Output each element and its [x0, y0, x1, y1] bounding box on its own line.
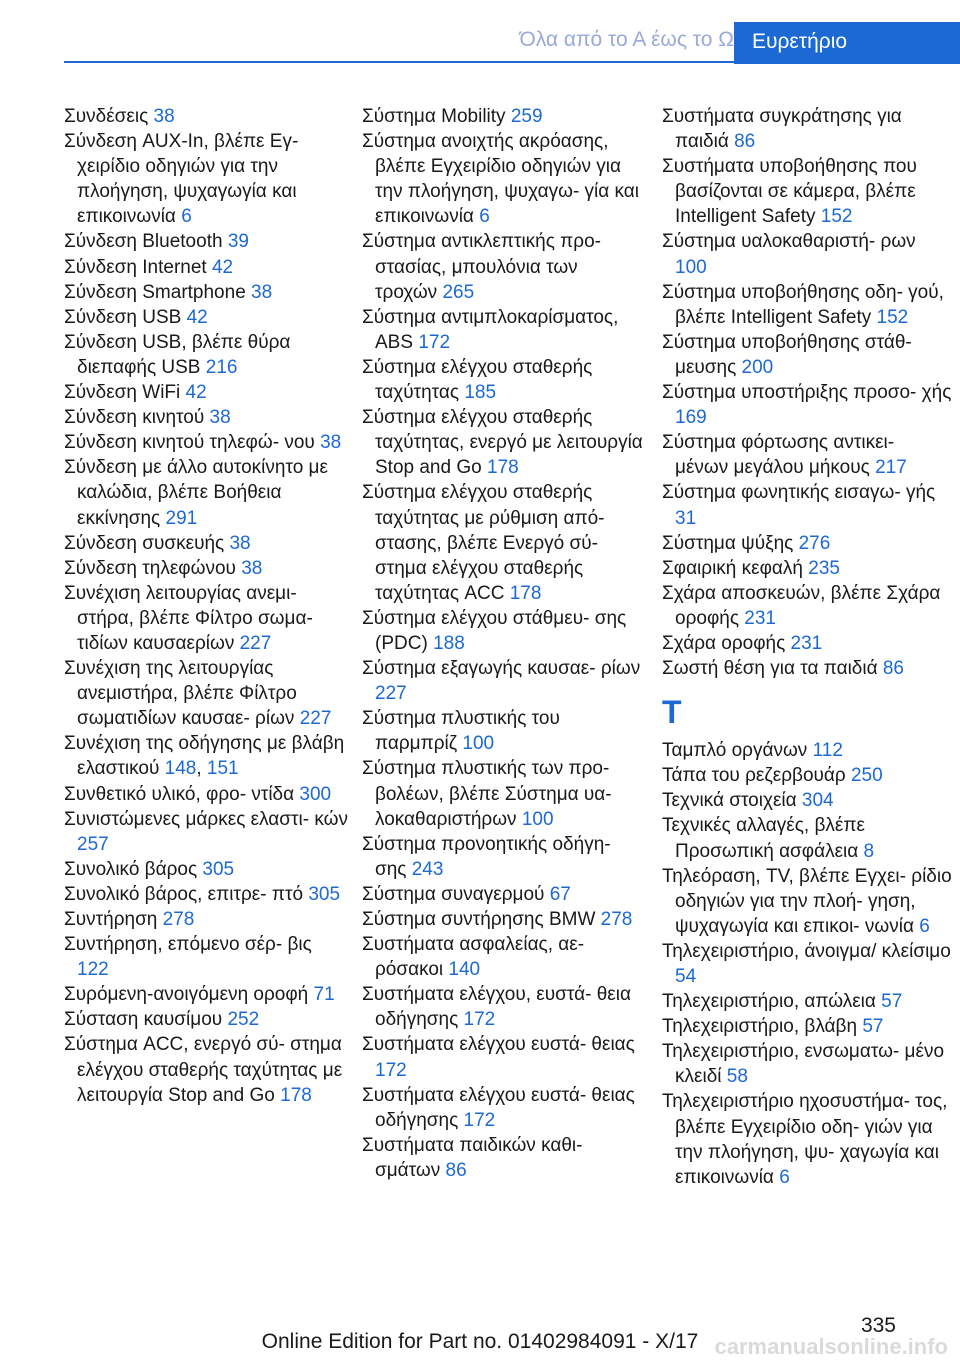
- entry-term: Σχάρα αποσκευών, βλέπε Σχάρα οροφής: [662, 582, 941, 629]
- entry-term: Σύστημα πλυστικής των προ‐ βολέων, βλέπε Σύστημα υα‐ λοκαθαριστήρων: [362, 758, 612, 830]
- entry-page-link[interactable]: 231: [790, 632, 823, 654]
- entry-page-link[interactable]: 38: [209, 407, 231, 429]
- index-entry: [64, 531, 348, 556]
- entry-page-link[interactable]: 259: [510, 106, 543, 127]
- index-entry: [662, 104, 952, 154]
- entry-term: Σύστημα φόρτωσης αντικει‐ μένων μεγάλου μήκους: [662, 432, 895, 479]
- index-entry: [64, 907, 348, 932]
- entry-page-link[interactable]: 257: [77, 833, 109, 855]
- entry-page-link[interactable]: 243: [411, 858, 444, 880]
- index-entry: [662, 154, 952, 229]
- index-entry: [362, 1032, 644, 1082]
- entry-page-link[interactable]: 152: [820, 206, 853, 228]
- entry-term: Σύστημα ACC, ενεργό σύ‐ στημα ελέγχου σταθερής ταχύτητας με λειτουργία Stop and Go: [64, 1034, 343, 1106]
- entry-page-link[interactable]: 305: [202, 858, 235, 880]
- index-column-2: [362, 104, 644, 1183]
- index-entry: [64, 882, 348, 907]
- entry-page-link[interactable]: 38: [241, 557, 263, 579]
- entry-term: Σύστημα ελέγχου στάθμευ‐ σης (PDC): [362, 607, 627, 654]
- entry-page-link[interactable]: 235: [808, 557, 840, 579]
- index-entry: [362, 832, 644, 882]
- entry-term: Συρόμενη-ανοιγόμενη οροφή: [64, 984, 314, 1006]
- entry-page-link[interactable]: 227: [239, 632, 272, 654]
- entry-page-link[interactable]: 39: [227, 231, 249, 253]
- header-rule: [64, 61, 960, 63]
- entry-page-link[interactable]: 122: [77, 959, 109, 981]
- entry-page-link[interactable]: 300: [299, 783, 332, 805]
- section-title: Όλα από το Α έως το Ω: [519, 28, 734, 51]
- entry-term: Σύστημα ελέγχου σταθερής ταχύτητας: [362, 356, 593, 404]
- entry-page-link[interactable]: 42: [211, 256, 234, 278]
- entry-term: Τηλεχειριστήριο, βλάβη: [662, 1016, 863, 1038]
- entry-page-link[interactable]: 6: [919, 915, 930, 937]
- entry-term: Συνδέσεις: [64, 106, 154, 127]
- entry-page-link[interactable]: 38: [229, 532, 251, 554]
- index-entry: [662, 229, 952, 279]
- entry-page-link[interactable]: 112: [812, 740, 843, 762]
- entry-term: Συστήματα ελέγχου ευστά‐ θειας οδήγησης: [362, 1084, 635, 1131]
- entry-term: Σύστημα ελέγχου σταθερής ταχύτητας με ρύθμιση από‐ στασης, βλέπε Ενεργό σύ‐ στημα ελέγχου σταθερής ταχύτητας ACC: [362, 482, 605, 604]
- index-entry: [64, 229, 348, 254]
- entry-page-link[interactable]: 188: [433, 632, 465, 654]
- entry-term: Συνολικό βάρος, επιτρε‐ πτό: [64, 883, 309, 905]
- edition-footer: Online Edition for Part no. 01402984091 - X/17: [261, 1330, 699, 1353]
- index-entry: [362, 907, 644, 932]
- index-entry: [662, 581, 952, 631]
- entry-term: Τηλεχειριστήριο ηχοσυστήμα‐ τος, βλέπε Εγχειρίδιο οδη‐ γιών για την πλοήγηση, ψυ‐ χαγωγία και επικοινωνία: [662, 1091, 948, 1188]
- entry-page-link[interactable]: 6: [779, 1166, 790, 1188]
- entry-term: Σύνδεση Bluetooth: [64, 231, 228, 253]
- entry-page-link[interactable]: 278: [162, 909, 195, 930]
- entry-page-link[interactable]: 151: [206, 758, 239, 780]
- index-entry: [662, 939, 952, 989]
- entry-term: Τηλεχειριστήριο, ενσωματω‐ μένο κλειδί: [662, 1041, 945, 1088]
- entry-term: Σύστημα εξαγωγής καυσαε‐ ρίων: [362, 658, 641, 680]
- index-entry: [662, 330, 952, 380]
- entry-page-link[interactable]: 67: [549, 883, 571, 905]
- index-entry: [64, 455, 348, 530]
- entry-page-link[interactable]: 38: [251, 281, 273, 303]
- entry-term: Σύστημα υποστήριξης προσο‐ χής: [662, 382, 952, 404]
- index-entry: [64, 330, 348, 380]
- entry-term: Τεχνικά στοιχεία: [662, 790, 802, 812]
- index-entry: [64, 807, 348, 857]
- entry-term: Σχάρα οροφής: [662, 632, 791, 654]
- entry-term: Σύστημα αντιμπλοκαρίσματος, ABS: [362, 306, 619, 353]
- index-entry: [662, 631, 952, 656]
- entry-term: Σύνδεση Smartphone: [64, 281, 252, 303]
- entry-page-link[interactable]: 276: [798, 532, 831, 554]
- entry-page-link[interactable]: 100: [521, 808, 554, 830]
- entry-separator: ,: [196, 758, 207, 780]
- index-entry: [64, 932, 348, 982]
- index-entry: [662, 380, 952, 430]
- watermark: carmanualsonline.info: [714, 1334, 948, 1359]
- index-entry: [362, 129, 644, 229]
- entry-term: Συνθετικό υλικό, φρο‐ ντίδα: [64, 783, 300, 805]
- index-entry: [64, 104, 348, 129]
- index-entry: [362, 756, 644, 831]
- entry-page-link[interactable]: 231: [744, 607, 776, 629]
- entry-page-link[interactable]: 265: [442, 281, 475, 303]
- entry-term: Συστήματα ασφαλείας, αε‐ ρόσακοι: [362, 934, 585, 981]
- entry-page-link[interactable]: 38: [320, 432, 342, 454]
- entry-term: Τεχνικές αλλαγές, βλέπε Προσωπική ασφάλεια: [662, 815, 865, 862]
- entry-term: Συστήματα συγκράτησης για παιδιά: [662, 106, 902, 153]
- entry-term: Σύνδεση AUX-In, βλέπε Εγ‐ χειρίδιο οδηγιών για την πλοήγηση, ψυχαγωγία και επικοινωνία: [64, 131, 299, 228]
- entry-page-link[interactable]: 185: [464, 382, 497, 404]
- index-entry: [64, 430, 348, 455]
- entry-term: Σύνδεση Internet: [64, 256, 212, 278]
- entry-term: Συστήματα ελέγχου ευστά‐ θειας: [362, 1034, 635, 1056]
- index-entry: [64, 405, 348, 430]
- entry-term: Συνολικό βάρος: [64, 858, 203, 880]
- entry-term: Συντήρηση, επόμενο σέρ‐ βις: [64, 934, 312, 956]
- entry-page-link[interactable]: 100: [462, 733, 495, 755]
- entry-term: Σύνδεση τηλεφώνου: [64, 557, 242, 579]
- entry-page-link[interactable]: 31: [675, 507, 697, 529]
- entry-page-link[interactable]: 42: [185, 382, 207, 404]
- entry-page-link[interactable]: 152: [876, 306, 909, 328]
- entry-term: Σύστημα προνοητικής οδήγη‐ σης: [362, 833, 611, 880]
- entry-page-link[interactable]: 6: [181, 206, 192, 228]
- index-entry: [662, 531, 952, 556]
- entry-term: Συνέχιση της λειτουργίας ανεμιστήρα, βλέπε Φίλτρο σωματιδίων καυσαε‐ ρίων: [64, 658, 300, 730]
- entry-page-link[interactable]: 86: [882, 658, 904, 680]
- entry-term: Σύστημα ανοιχτής ακρόασης, βλέπε Εγχειρίδιο οδηγιών για την πλοήγηση, ψυχαγω‐ γία και επικοινωνία: [362, 131, 640, 228]
- index-entry: [362, 932, 644, 982]
- index-entry: [64, 581, 348, 656]
- entry-page-link[interactable]: 305: [308, 883, 341, 905]
- index-entry: [64, 255, 348, 280]
- entry-page-link[interactable]: 217: [875, 457, 907, 479]
- entry-page-link[interactable]: 227: [375, 683, 407, 705]
- index-letter-heading: T: [662, 694, 682, 731]
- entry-term: Συστήματα ελέγχου, ευστά‐ θεια οδήγησης: [362, 984, 631, 1031]
- entry-page-link[interactable]: 86: [734, 131, 756, 153]
- index-entry: [362, 1133, 644, 1183]
- index-entry: [662, 556, 952, 581]
- entry-term: Συστήματα υποβοήθησης που βασίζονται σε κάμερα, βλέπε Intelligent Safety: [662, 156, 917, 228]
- chapter-tab: Ευρετήριο: [734, 22, 960, 64]
- index-entry: [662, 763, 952, 788]
- index-entry: [64, 782, 348, 807]
- index-entry: [64, 556, 348, 581]
- index-entry: [362, 229, 644, 304]
- index-entry: [362, 104, 644, 129]
- entry-page-link[interactable]: 38: [153, 106, 175, 127]
- entry-page-link[interactable]: 172: [463, 1009, 496, 1031]
- entry-page-link[interactable]: 140: [448, 959, 481, 981]
- entry-page-link[interactable]: 291: [165, 507, 198, 529]
- entry-term: Σύστημα Mobility: [362, 106, 511, 127]
- index-entry: [64, 656, 348, 731]
- entry-term: Σύνδεση κινητού: [64, 407, 210, 429]
- entry-term: Σύστημα ελέγχου σταθερής ταχύτητας, ενεργό με λειτουργία Stop and Go: [362, 407, 643, 479]
- entry-term: Σύνδεση συσκευής: [64, 532, 230, 554]
- entry-term: Σύνδεση κινητού τηλεφώ‐ νου: [64, 432, 321, 454]
- entry-term: Σύσταση καυσίμου: [64, 1009, 228, 1031]
- entry-page-link[interactable]: 6: [479, 206, 490, 228]
- index-entry: [662, 1089, 952, 1189]
- entry-term: Συστήματα παιδικών καθι‐ σμάτων: [362, 1134, 583, 1181]
- entry-page-link[interactable]: 200: [741, 356, 774, 378]
- entry-page-link[interactable]: 178: [486, 457, 519, 479]
- entry-term: Συνιστώμενες μάρκες ελαστι‐ κών: [64, 808, 348, 830]
- entry-page-link[interactable]: 304: [801, 790, 834, 812]
- index-entry: [362, 606, 644, 656]
- index-entry: [662, 656, 952, 681]
- index-entry: [662, 280, 952, 330]
- index-entry: [662, 430, 952, 480]
- index-column-3: [662, 104, 952, 1190]
- entry-term: Σύστημα αντικλεπτικής προ‐ στασίας, μπουλόνια των τροχών: [362, 231, 601, 303]
- entry-page-link[interactable]: 86: [445, 1159, 467, 1181]
- entry-page-link[interactable]: 148: [164, 758, 197, 780]
- index-entry: [64, 857, 348, 882]
- entry-term: Συντήρηση: [64, 909, 163, 930]
- entry-term: Σύστημα πλυστικής του παρμπρίζ: [362, 708, 560, 755]
- entry-page-link[interactable]: 58: [726, 1066, 748, 1088]
- entry-term: Ταμπλό οργάνων: [662, 740, 813, 762]
- entry-page-link[interactable]: 169: [675, 407, 707, 429]
- entry-page-link[interactable]: 172: [375, 1059, 407, 1081]
- index-entry: [362, 706, 644, 756]
- index-entry: [64, 731, 348, 781]
- index-entry: [64, 1032, 348, 1107]
- entry-term: Σύστημα υαλοκαθαριστή‐ ρων: [662, 231, 916, 253]
- index-entry: [662, 989, 952, 1014]
- index-entry: [662, 864, 952, 939]
- entry-term: Σύστημα φωνητικής εισαγω‐ γής: [662, 482, 936, 504]
- entry-page-link[interactable]: 8: [863, 840, 875, 862]
- entry-term: Συνέχιση λειτουργίας ανεμι‐ στήρα, βλέπε Φίλτρο σωμα‐ τιδίων καυσαερίων: [64, 582, 313, 654]
- entry-page-link[interactable]: 178: [280, 1084, 312, 1106]
- entry-page-link[interactable]: 57: [881, 991, 903, 1013]
- index-entry: [362, 882, 644, 907]
- index-entry: [662, 813, 952, 863]
- entry-page-link[interactable]: 42: [186, 306, 208, 328]
- entry-page-link[interactable]: 54: [675, 966, 697, 987]
- index-entry: [662, 1014, 952, 1039]
- entry-term: Τηλεχειριστήριο, απώλεια: [662, 991, 882, 1013]
- entry-term: Τηλεχειριστήριο, άνοιγμα/ κλείσιμο: [662, 940, 951, 962]
- index-entry: [362, 656, 644, 706]
- index-entry: [64, 1007, 348, 1032]
- entry-term: Τηλεόραση, TV, βλέπε Εγχει‐ ρίδιο οδηγιών για την πλοή‐ γηση, ψυχαγωγία και επικοι‐ νωνία: [662, 865, 952, 937]
- entry-term: Σύνδεση με άλλο αυτοκίνητο με καλώδια, βλέπε Βοήθεια εκκίνησης: [64, 457, 328, 529]
- entry-term: Σφαιρική κεφαλή: [662, 557, 809, 579]
- entry-page-link[interactable]: 278: [600, 909, 633, 930]
- entry-term: Σύνδεση WiFi: [64, 382, 186, 404]
- entry-page-link[interactable]: 250: [850, 765, 883, 787]
- entry-term: Σύστημα συναγερμού: [362, 883, 550, 905]
- index-entry: [64, 982, 348, 1007]
- entry-term: Σύστημα υποβοήθησης στάθ‐ μευσης: [662, 331, 912, 378]
- index-entry: [662, 480, 952, 530]
- index-entry: [662, 788, 952, 813]
- entry-page-link[interactable]: 172: [418, 331, 451, 353]
- entry-term: Σύνδεση USB, βλέπε θύρα διεπαφής USB: [64, 331, 291, 378]
- entry-term: Σύνδεση USB: [64, 306, 187, 328]
- entry-page-link[interactable]: 100: [675, 256, 707, 278]
- index-entry: [64, 305, 348, 330]
- entry-page-link[interactable]: 178: [509, 582, 542, 604]
- index-entry: [662, 738, 952, 763]
- index-entry: [64, 129, 348, 229]
- index-column-1: [64, 104, 348, 1108]
- entry-page-link[interactable]: 71: [313, 984, 335, 1006]
- entry-term: Τάπα του ρεζερβουάρ: [662, 765, 851, 787]
- index-entry: [362, 305, 644, 355]
- entry-page-link[interactable]: 227: [299, 708, 332, 730]
- entry-page-link[interactable]: 57: [862, 1016, 884, 1038]
- entry-term: Σύστημα ψύξης: [662, 532, 799, 554]
- index-entry: [362, 982, 644, 1032]
- entry-term: Συνέχιση της οδήγησης με βλάβη ελαστικού: [64, 733, 345, 780]
- index-entry: [362, 1083, 644, 1133]
- index-entry: [662, 1039, 952, 1089]
- index-entry: [64, 280, 348, 305]
- index-entry: [362, 355, 644, 405]
- entry-page-link[interactable]: 216: [205, 356, 238, 378]
- entry-term: Σωστή θέση για τα παιδιά: [662, 658, 883, 680]
- entry-page-link[interactable]: 252: [227, 1009, 260, 1031]
- entry-page-link[interactable]: 172: [463, 1109, 496, 1131]
- entry-term: Σύστημα υποβοήθησης οδη‐ γού, βλέπε Intelligent Safety: [662, 281, 944, 328]
- index-entry: [362, 405, 644, 480]
- page-number: 335: [860, 1314, 896, 1337]
- index-entry: [64, 380, 348, 405]
- page-header: [0, 0, 960, 62]
- entry-term: Σύστημα συντήρησης BMW: [362, 909, 601, 930]
- index-entry: [362, 480, 644, 605]
